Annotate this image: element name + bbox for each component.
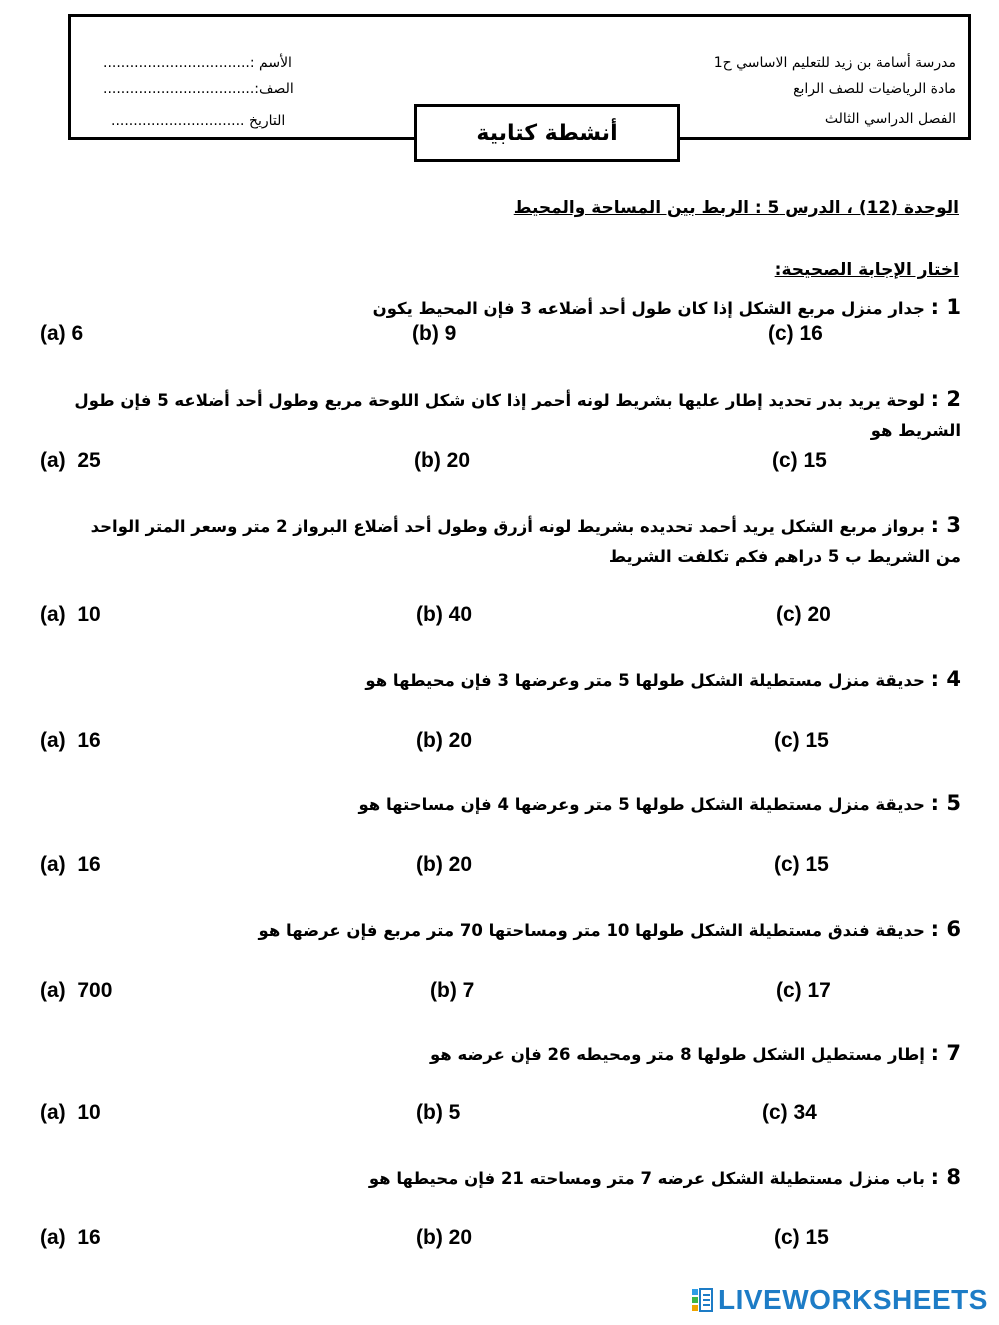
- unit-lesson-line: الوحدة (12) ، الدرس 5 : الربط بين المساحة والمحيط: [513, 198, 959, 218]
- question-number: 2 :: [930, 387, 961, 411]
- option-a[interactable]: (a) 16: [40, 1226, 101, 1249]
- option-c[interactable]: (c) 15: [774, 1226, 829, 1249]
- option-a[interactable]: (a) 6: [40, 322, 84, 345]
- option-a[interactable]: (a) 10: [40, 603, 101, 626]
- question-7: [71, 1038, 961, 1070]
- question-number: 1 :: [930, 295, 961, 319]
- option-a[interactable]: (a) 700: [40, 979, 113, 1002]
- question-text: جدار منزل مربع الشكل إذا كان طول أحد أضلاعه 3 فإن المحيط يكون: [372, 299, 925, 318]
- option-b[interactable]: (b) 9: [412, 322, 457, 345]
- question-4: [71, 664, 961, 696]
- option-c[interactable]: (c) 17: [776, 979, 831, 1002]
- instructions: اختار الإجابة الصحيحة:: [774, 260, 959, 280]
- option-b[interactable]: (b) 20: [416, 1226, 473, 1249]
- page-title: أنشطة كتابية: [414, 104, 680, 162]
- date-field[interactable]: التاريخ ..............................: [111, 113, 286, 129]
- option-c[interactable]: (c) 16: [768, 322, 823, 345]
- semester-line: الفصل الدراسي الثالث: [824, 111, 956, 127]
- option-b[interactable]: (b) 40: [416, 603, 473, 626]
- option-c[interactable]: (c) 15: [774, 729, 829, 752]
- question-5: [71, 788, 961, 820]
- school-name: مدرسة أسامة بن زيد للتعليم الاساسي ح1: [713, 55, 956, 71]
- question-3: [71, 510, 961, 572]
- option-b[interactable]: (b) 7: [430, 979, 475, 1002]
- question-number: 5 :: [930, 791, 961, 815]
- subject-line: مادة الرياضيات للصف الرابع: [793, 81, 956, 97]
- name-field[interactable]: الأسم :.................................: [103, 55, 292, 71]
- option-c[interactable]: (c) 15: [772, 449, 827, 472]
- option-a[interactable]: (a) 25: [40, 449, 101, 472]
- logo-text: LIVEWORKSHEETS: [718, 1284, 988, 1315]
- question-number: 3 :: [930, 513, 961, 537]
- question-text: إطار مستطيل الشكل طولها 8 متر ومحيطه 26 فإن عرضه هو: [429, 1045, 925, 1064]
- option-c[interactable]: (c) 15: [774, 853, 829, 876]
- option-c[interactable]: (c) 34: [762, 1101, 817, 1124]
- option-b[interactable]: (b) 5: [416, 1101, 461, 1124]
- class-field[interactable]: الصف:..................................: [103, 81, 294, 97]
- question-number: 8 :: [930, 1165, 961, 1189]
- question-8: [71, 1162, 961, 1194]
- option-b[interactable]: (b) 20: [416, 729, 473, 752]
- option-a[interactable]: (a) 16: [40, 853, 101, 876]
- question-text: باب منزل مستطيلة الشكل عرضه 7 متر ومساحته 21 فإن محيطها هو: [368, 1169, 925, 1188]
- option-c[interactable]: (c) 20: [776, 603, 831, 626]
- liveworksheets-icon: [692, 1287, 714, 1313]
- question-text: لوحة يريد بدر تحديد إطار عليها بشريط لونه أحمر إذا كان شكل اللوحة مربع وطول أحد أضلاعه 5 فإن طول الشريط هو: [74, 391, 961, 440]
- option-b[interactable]: (b) 20: [416, 853, 473, 876]
- question-1: [71, 292, 961, 324]
- question-text: برواز مربع الشكل يريد أحمد تحديده بشريط لونه أزرق وطول أحد أضلاع البرواز 2 متر وسعر المتر الواحد من الشريط ب 5 دراهم فكم تكلفت الشريط: [90, 517, 961, 566]
- question-text: حديقة منزل مستطيلة الشكل طولها 5 متر وعرضها 4 فإن مساحتها هو: [358, 795, 925, 814]
- question-number: 4 :: [930, 667, 961, 691]
- question-text: حديقة منزل مستطيلة الشكل طولها 5 متر وعرضها 3 فإن محيطها هو: [365, 671, 925, 690]
- option-a[interactable]: (a) 10: [40, 1101, 101, 1124]
- option-a[interactable]: (a) 16: [40, 729, 101, 752]
- question-2: [71, 384, 961, 446]
- question-text: حديقة فندق مستطيلة الشكل طولها 10 متر ومساحتها 70 متر مربع فإن عرضها هو: [258, 921, 925, 940]
- liveworksheets-logo: [692, 1284, 988, 1316]
- option-b[interactable]: (b) 20: [414, 449, 471, 472]
- question-number: 7 :: [930, 1041, 961, 1065]
- question-number: 6 :: [930, 917, 961, 941]
- question-6: [71, 914, 961, 946]
